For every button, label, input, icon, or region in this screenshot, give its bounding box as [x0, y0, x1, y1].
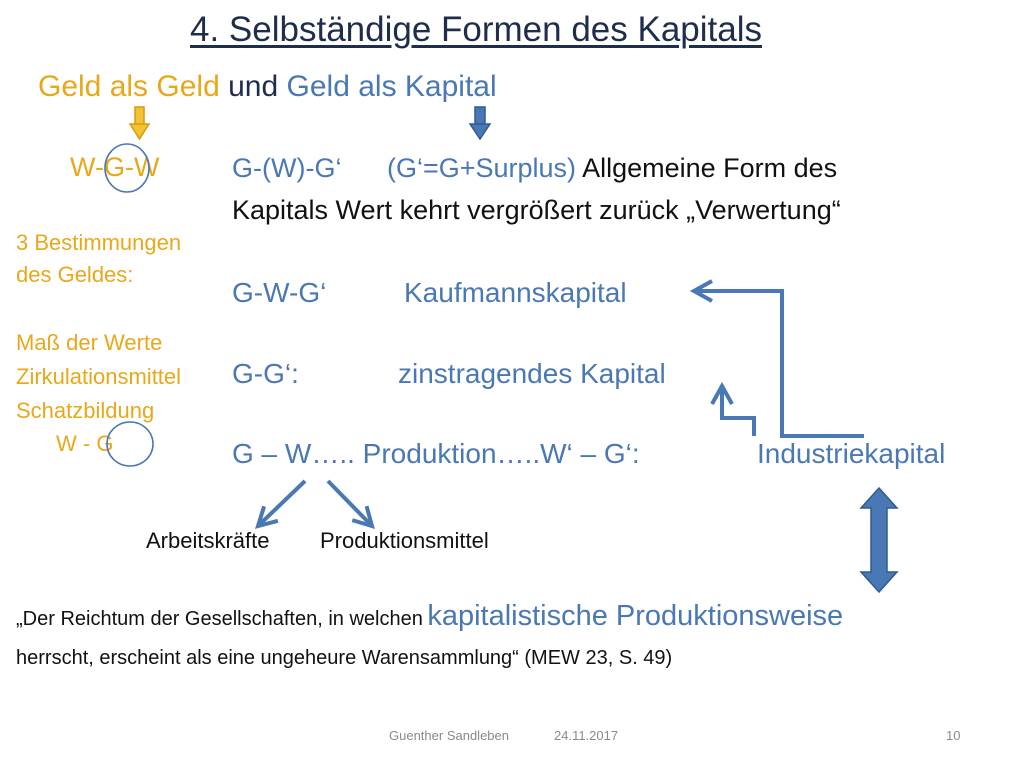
general-form-label: Allgemeine Form des — [582, 153, 838, 183]
function-w-g: W - G — [56, 431, 114, 456]
quote-line2: herrscht, erscheint als eine ungeheure Warensammlung“ (MEW 23, S. 49) — [16, 647, 673, 669]
connector-arrow-industrie-to-zins — [722, 386, 754, 436]
interest-formula: G-G‘: — [232, 358, 299, 389]
function-mass-der-werte: Maß der Werte — [16, 330, 163, 355]
quote-emphasis: kapitalistische Produktionsweise — [427, 600, 844, 632]
subtitle-geld-als-geld: Geld als Geld — [38, 70, 220, 103]
branch-arrow-left — [258, 481, 305, 526]
double-headed-arrow-icon — [861, 488, 897, 592]
industrial-formula: G – W….. Produktion…..W‘ – G‘: — [232, 438, 640, 469]
blue-down-arrow-icon — [470, 107, 490, 139]
bestimmungen-line2: des Geldes: — [16, 262, 134, 287]
general-form-formula: G-(W)-G‘ — [232, 153, 342, 183]
footer-author: Guenther Sandleben — [389, 728, 509, 743]
merchant-capital-label: Kaufmannskapital — [404, 277, 627, 308]
function-schatzbildung: Schatzbildung — [16, 398, 155, 423]
subtitle-und: und — [228, 70, 279, 103]
g-circle-top — [105, 144, 149, 192]
branch-arbeitskraefte: Arbeitskräfte — [146, 528, 270, 553]
gold-down-arrow-icon — [130, 107, 149, 139]
branch-produktionsmittel: Produktionsmittel — [320, 528, 489, 553]
subtitle-geld-als-kapital: Geld als Kapital — [286, 70, 497, 103]
function-zirkulationsmittel: Zirkulationsmittel — [16, 364, 182, 389]
connector-arrow-industrie-to-kaufmann — [694, 291, 864, 436]
footer-page-number: 10 — [946, 728, 961, 743]
branch-arrow-right — [328, 481, 372, 526]
merchant-formula: G-W-G‘ — [232, 277, 327, 308]
wgw-formula: W-G-W — [70, 152, 160, 182]
quote-text: „Der Reichtum der Gesellschaften, in welchen — [16, 608, 423, 630]
bestimmungen-line1: 3 Bestimmungen — [16, 230, 182, 255]
industrial-capital-label: Industriekapital — [757, 438, 946, 469]
interest-capital-label: zinstragendes Kapital — [398, 358, 666, 389]
footer-date: 24.11.2017 — [554, 728, 619, 743]
general-form-line2: Kapitals Wert kehrt vergrößert zurück „Verwertung“ — [232, 195, 841, 225]
g-circle-bottom — [107, 422, 153, 466]
surplus-formula: (G‘=G+Surplus) — [386, 153, 577, 183]
slide-title: 4. Selbständige Formen des Kapitals — [190, 10, 762, 49]
